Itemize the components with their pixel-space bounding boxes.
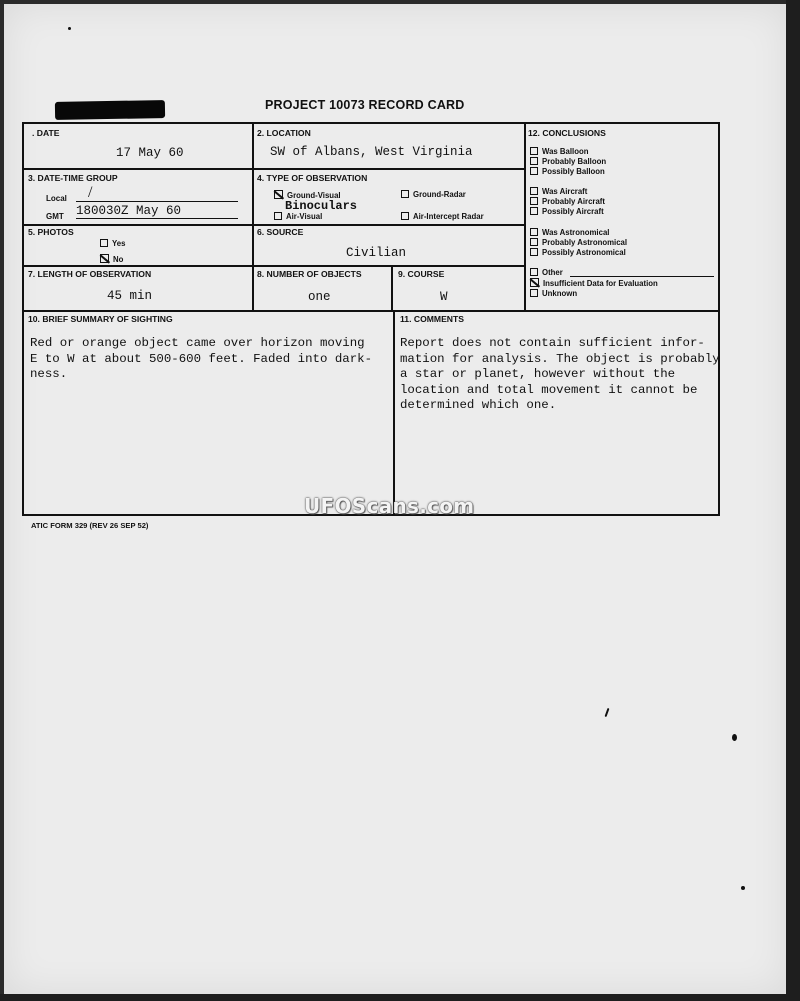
conclusion-was-astronomical[interactable]: Was Astronomical — [530, 228, 609, 237]
record-card — [22, 122, 720, 516]
conclusion-possibly-astronomical[interactable]: Possibly Astronomical — [530, 248, 626, 257]
checked-box-icon — [274, 190, 283, 199]
number-of-objects-label: 8. NUMBER OF OBJECTS — [257, 269, 362, 279]
binoculars-note: Binoculars — [285, 199, 358, 213]
gmt-value: 180030Z May 60 — [76, 204, 182, 218]
course-value: W — [440, 290, 448, 304]
obs-ground-visual[interactable]: Ground-Visual — [274, 190, 341, 200]
checkbox-icon — [530, 167, 538, 175]
local-line — [76, 201, 238, 202]
divider-row-2 — [24, 224, 524, 226]
gmt-label: GMT — [46, 212, 64, 221]
photos-no[interactable]: No — [100, 254, 123, 264]
source-value: Civilian — [346, 246, 407, 260]
scan-edge-right — [786, 0, 800, 1001]
checkbox-icon — [530, 157, 538, 165]
gmt-line — [76, 218, 238, 219]
checkbox-icon — [530, 268, 538, 276]
checkbox-icon — [401, 212, 409, 220]
conclusion-insufficient-data[interactable]: Insufficient Data for Evaluation — [530, 278, 658, 288]
conclusion-was-aircraft[interactable]: Was Aircraft — [530, 187, 587, 196]
location-value: SW of Albans, West Virginia — [270, 145, 473, 159]
conclusion-probably-aircraft[interactable]: Probably Aircraft — [530, 197, 605, 206]
obs-ground-radar[interactable]: Ground-Radar — [401, 190, 466, 199]
divider-col-2 — [524, 124, 526, 310]
conclusion-possibly-balloon[interactable]: Possibly Balloon — [530, 167, 605, 176]
obs-air-visual[interactable]: Air-Visual — [274, 212, 322, 221]
checkbox-icon — [530, 197, 538, 205]
checkbox-icon — [530, 187, 538, 195]
conclusion-probably-astronomical[interactable]: Probably Astronomical — [530, 238, 627, 247]
conclusion-was-balloon[interactable]: Was Balloon — [530, 147, 589, 156]
comments-label: 11. COMMENTS — [400, 314, 464, 324]
divider-course — [391, 265, 393, 310]
date-time-group-label: 3. DATE-TIME GROUP — [28, 173, 118, 183]
length-of-observation-label: 7. LENGTH OF OBSERVATION — [28, 269, 152, 279]
obs-air-intercept-radar[interactable]: Air-Intercept Radar — [401, 212, 484, 221]
ink-speck — [732, 734, 737, 741]
conclusion-possibly-aircraft[interactable]: Possibly Aircraft — [530, 207, 604, 216]
checkbox-icon — [274, 212, 282, 220]
date-label: . DATE — [32, 128, 60, 138]
checked-box-icon — [100, 254, 109, 263]
ink-speck — [741, 886, 745, 890]
checkbox-icon — [401, 190, 409, 198]
checkbox-icon — [100, 239, 108, 247]
page-title: PROJECT 10073 RECORD CARD — [265, 98, 465, 112]
scan-edge-bottom — [0, 994, 800, 1001]
divider-summary — [393, 310, 395, 516]
checked-box-icon — [530, 278, 539, 287]
divider-row-1 — [24, 168, 524, 170]
length-of-observation-value: 45 min — [107, 289, 153, 303]
local-label: Local — [46, 194, 67, 203]
local-tick-mark: / — [88, 184, 93, 201]
checkbox-icon — [530, 147, 538, 155]
ink-speck — [68, 27, 71, 30]
divider-row-3 — [24, 265, 524, 267]
photos-yes[interactable]: Yes — [100, 239, 125, 248]
checkbox-icon — [530, 248, 538, 256]
conclusions-label: 12. CONCLUSIONS — [528, 128, 606, 138]
checkbox-icon — [530, 228, 538, 236]
number-of-objects-value: one — [308, 290, 331, 304]
summary-text: Red or orange object came over horizon moving E to W at about 500-600 feet. Faded into dark- ness. — [30, 336, 373, 381]
checkbox-icon — [530, 238, 538, 246]
other-line — [570, 276, 714, 277]
comments-text: Report does not contain sufficient infor- mation for analysis. The object is probably a star or planet, however without the location and total movement it cannot be determined which one. — [400, 336, 720, 412]
conclusion-other[interactable]: Other — [530, 268, 563, 277]
checkbox-icon — [530, 207, 538, 215]
date-value: 17 May 60 — [116, 146, 184, 160]
summary-label: 10. BRIEF SUMMARY OF SIGHTING — [28, 314, 173, 324]
photos-label: 5. PHOTOS — [28, 227, 74, 237]
redaction-block — [55, 100, 165, 120]
form-id: ATIC FORM 329 (REV 26 SEP 52) — [31, 521, 149, 530]
watermark-logo: UFOScans.com — [304, 494, 475, 518]
conclusion-unknown[interactable]: Unknown — [530, 289, 577, 298]
checkbox-icon — [530, 289, 538, 297]
type-of-observation-label: 4. TYPE OF OBSERVATION — [257, 173, 368, 183]
conclusion-probably-balloon[interactable]: Probably Balloon — [530, 157, 606, 166]
location-label: 2. LOCATION — [257, 128, 311, 138]
divider-row-4 — [24, 310, 718, 312]
course-label: 9. COURSE — [398, 269, 445, 279]
source-label: 6. SOURCE — [257, 227, 304, 237]
divider-col-1 — [252, 124, 254, 310]
